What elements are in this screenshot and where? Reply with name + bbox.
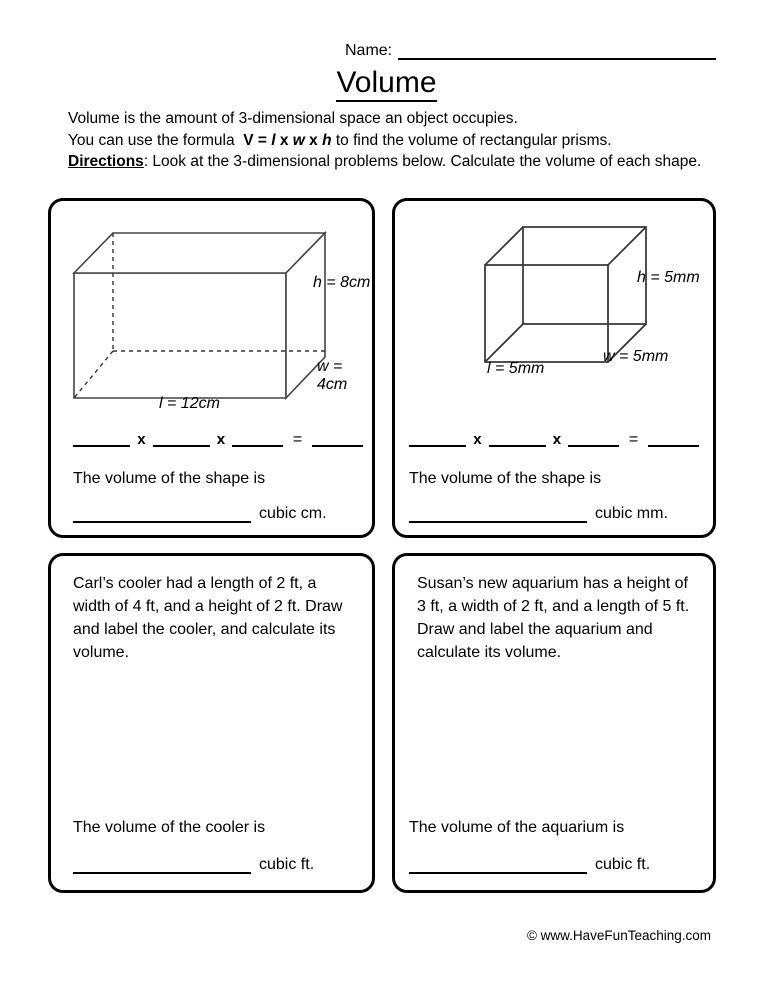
- word-problem-prompt-4: Susan’s new aquarium has a height of 3 ft, a width of 2 ft, and a length of 5 ft. Draw and label the aquarium and calculate its volume.: [417, 575, 690, 661]
- formula-times-2: x: [304, 131, 323, 149]
- equation-equals-2: =: [628, 431, 639, 448]
- equation-blank-result-2[interactable]: [648, 429, 699, 447]
- formula-w: w: [292, 131, 305, 149]
- equation-times-1a: x: [137, 431, 146, 448]
- equation-row-1: [73, 429, 363, 447]
- page-title-text: Volume: [336, 66, 436, 102]
- equation-times-1b: x: [216, 431, 226, 448]
- volume-formula: [239, 132, 332, 149]
- answer-unit-4: cubic ft.: [595, 856, 651, 873]
- answer-row-4: [409, 856, 650, 874]
- prism-height-label: [313, 274, 370, 292]
- answer-blank-1[interactable]: [73, 505, 251, 523]
- cube-edge-top-right: [608, 227, 646, 265]
- formula-suffix: to find the volume of rectangular prisms.: [335, 131, 612, 149]
- prism-height-label-text: h = 8cm: [313, 274, 371, 291]
- answer-blank-4[interactable]: [409, 856, 587, 874]
- prism-width-label-text: w = 4cm: [317, 358, 348, 393]
- problem-box-2: [392, 198, 716, 538]
- formula-times-1: x: [275, 131, 293, 149]
- formula-l: l: [271, 131, 276, 149]
- answer-row-1: [73, 505, 327, 523]
- cube-width-label-text: w = 5mm: [603, 348, 669, 365]
- prism-front-face: [74, 273, 286, 398]
- intro-line-1: Volume is the amount of 3-dimensional space an object occupies.: [68, 110, 518, 127]
- intro-line-2: [68, 130, 708, 152]
- equation-blank-height-2[interactable]: [568, 429, 619, 447]
- name-input-blank[interactable]: [398, 43, 716, 60]
- volume-sentence-3: The volume of the cooler is: [73, 819, 266, 836]
- answer-row-2: [409, 505, 668, 523]
- answer-blank-3[interactable]: [73, 856, 251, 874]
- cube-edge-top-left: [485, 227, 523, 265]
- equation-blank-width-1[interactable]: [153, 429, 210, 447]
- directions-text: : Look at the 3-dimensional problems below. Calculate the volume of each shape.: [143, 153, 702, 170]
- name-field-row: [345, 42, 716, 60]
- problem-box-1: [48, 198, 375, 538]
- cube-length-label: [487, 360, 544, 378]
- answer-unit-2: cubic mm.: [595, 505, 668, 522]
- answer-blank-2[interactable]: [409, 505, 587, 523]
- equation-blank-length-1[interactable]: [73, 429, 130, 447]
- word-problem-prompt-3: Carl’s cooler had a length of 2 ft, a width of 4 ft, and a height of 2 ft. Draw and label the cooler, and calculate its volume.: [73, 575, 343, 661]
- cube-height-label-text: h = 5mm: [637, 269, 700, 286]
- problem-box-3: [48, 553, 375, 893]
- prism-width-label: [317, 358, 372, 394]
- equation-blank-width-2[interactable]: [489, 429, 546, 447]
- cube-width-label: [603, 348, 668, 366]
- volume-sentence-4: The volume of the aquarium is: [409, 819, 625, 836]
- footer-credit: © www.HaveFunTeaching.com: [526, 928, 711, 943]
- equation-times-2b: x: [552, 431, 562, 448]
- cube-edge-bottom-left: [485, 324, 523, 362]
- directions-label: Directions: [68, 153, 144, 170]
- directions-line: [68, 151, 708, 173]
- page-title: [0, 66, 773, 100]
- equation-blank-length-2[interactable]: [409, 429, 466, 447]
- formula-prefix: You can use the formula: [68, 131, 235, 149]
- formula-v: V =: [243, 131, 272, 149]
- problem-box-4: [392, 553, 716, 893]
- equation-blank-result-1[interactable]: [312, 429, 363, 447]
- answer-unit-3: cubic ft.: [259, 856, 315, 873]
- volume-sentence-2: The volume of the shape is: [409, 470, 602, 487]
- volume-sentence-1: The volume of the shape is: [73, 470, 266, 487]
- prism-top-face: [74, 233, 325, 273]
- formula-h: h: [322, 131, 332, 149]
- cube-front-face: [485, 265, 608, 362]
- answer-unit-1: cubic cm.: [259, 505, 327, 522]
- cube-height-label: [637, 269, 700, 287]
- equation-equals-1: =: [292, 431, 303, 448]
- cube-length-label-text: l = 5mm: [487, 360, 545, 377]
- equation-blank-height-1[interactable]: [232, 429, 283, 447]
- instructions-block: [68, 108, 708, 173]
- cube-back-face: [523, 227, 646, 324]
- prism-length-label: [159, 395, 220, 413]
- prism-length-label-text: l = 12cm: [159, 395, 220, 412]
- answer-row-3: [73, 856, 314, 874]
- equation-row-2: [409, 429, 699, 447]
- name-label: Name:: [345, 42, 393, 59]
- equation-times-2a: x: [473, 431, 482, 448]
